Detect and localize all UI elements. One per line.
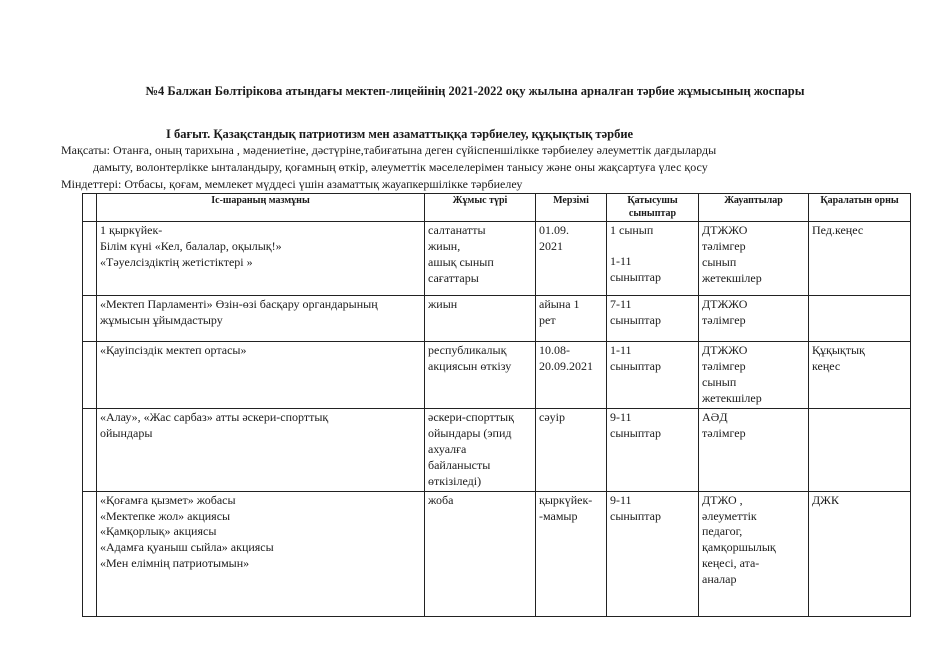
cell-text: сынып: [702, 374, 737, 389]
participants-cell: [607, 408, 699, 491]
cell-text: 20.09.2021: [539, 358, 593, 373]
cell-text: Пед.кеңес: [812, 223, 864, 237]
review-cell: [809, 222, 911, 296]
cell-text: ДТЖО ,: [702, 492, 743, 507]
cell-text: рет: [539, 312, 556, 327]
cell-text: жоба: [428, 492, 454, 507]
cell-text: тәлімгер: [702, 238, 746, 253]
cell-text: «Мектепке жол» акциясы: [100, 508, 231, 523]
review-cell: [809, 491, 911, 616]
plan-table: [82, 193, 911, 617]
type-cell: [425, 222, 536, 296]
table-row: [83, 491, 911, 616]
row-number-cell: [83, 408, 97, 491]
cell-text: Білім күні «Кел, балалар, оқылық!»: [100, 238, 282, 253]
section-title: I бағыт. Қазақстандық патриотизм мен азаматтыққа тәрбиелеу, құқықтық тәрбие: [166, 127, 634, 141]
header-type: Жұмыс түрі: [425, 194, 536, 222]
cell-text: ДТЖЖО: [702, 343, 748, 357]
cell-text: 1 қыркүйек-: [100, 223, 163, 237]
cell-text: 9-11: [610, 409, 632, 424]
cell-text: тәлімгер: [702, 312, 746, 327]
cell-text: 01.09.: [539, 223, 569, 237]
responsible-cell: [699, 408, 809, 491]
cell-text: өткізіледі): [428, 473, 482, 488]
type-cell: [425, 296, 536, 342]
cell-text: ДЖК: [812, 492, 839, 507]
cell-text: «Қоғамға қызмет» жобасы: [100, 492, 236, 507]
tasks-line: Міндеттері: Отбасы, қоғам, мемлекет мүддесі үшін азаматтық жауапкершілікке тәрбиелеу: [61, 177, 523, 191]
cell-text: «Қауіпсіздік мектеп ортасы»: [100, 343, 247, 357]
participants-cell: [607, 222, 699, 296]
cell-text: 10.08-: [539, 343, 570, 357]
cell-text: сыныптар: [610, 425, 662, 440]
cell-text: жетекшілер: [702, 270, 762, 285]
participants-cell: [607, 342, 699, 409]
responsible-cell: [699, 222, 809, 296]
header-content: Іс-шараның мазмұны: [97, 194, 425, 222]
row-number-cell: [83, 296, 97, 342]
header-number: [83, 194, 97, 222]
cell-text: айына 1: [539, 297, 580, 311]
table-row: [83, 408, 911, 491]
cell-text: -мамыр: [539, 508, 578, 523]
cell-text: ДТЖЖО: [702, 297, 748, 311]
cell-text: педагог,: [702, 524, 743, 539]
review-cell: [809, 342, 911, 409]
cell-text: ДТЖЖО: [702, 223, 748, 237]
date-cell: [536, 222, 607, 296]
type-cell: [425, 342, 536, 409]
content-cell: [97, 491, 425, 616]
cell-text: 2021: [539, 238, 563, 253]
cell-text: «Алау», «Жас сарбаз» атты әскери-спорттық: [100, 409, 329, 424]
content-cell: [97, 342, 425, 409]
content-cell: [97, 408, 425, 491]
cell-text: жиын,: [428, 238, 461, 253]
row-number-cell: [83, 342, 97, 409]
cell-text: 9-11: [610, 492, 632, 507]
cell-text: 1 сынып: [610, 223, 654, 237]
row-number-cell: [83, 222, 97, 296]
cell-text: тәлімгер: [702, 358, 746, 373]
cell-text: аналар: [702, 572, 737, 587]
type-cell: [425, 408, 536, 491]
cell-text: сыныптар: [610, 312, 662, 327]
cell-text: акциясын өткізу: [428, 358, 512, 373]
table-header-row: [83, 194, 911, 222]
header-participants: Қатысушы сыныптар: [607, 194, 699, 222]
cell-text: 7-11: [610, 297, 632, 311]
cell-text: сәуір: [539, 409, 565, 424]
responsible-cell: [699, 491, 809, 616]
content-cell: [97, 296, 425, 342]
cell-text: ойындары (эпид: [428, 425, 512, 440]
cell-text: Құқықтық: [812, 343, 865, 357]
date-cell: [536, 296, 607, 342]
content-cell: [97, 222, 425, 296]
goal-line-1: Мақсаты: Отанға, оның тарихына , мәдениетіне, дәстүріне,табиғатына деген сүйіспеншілікке тәрбиелеу әлеуметтік дағдыларды: [61, 143, 717, 157]
cell-text: ахуалға: [428, 441, 467, 456]
participants-cell: [607, 491, 699, 616]
cell-text: 1-11: [610, 343, 632, 357]
cell-text: әскери-спорттық: [428, 409, 514, 424]
cell-text: қыркүйек-: [539, 492, 593, 507]
review-cell: [809, 296, 911, 342]
cell-text: кеңесі, ата-: [702, 556, 760, 571]
cell-text: 1-11: [610, 253, 632, 268]
cell-text: республикалық: [428, 343, 507, 357]
cell-text: жетекшілер: [702, 390, 762, 405]
header-review: Қаралатын орны: [809, 194, 911, 222]
responsible-cell: [699, 342, 809, 409]
document-title: №4 Балжан Бөлтірікова атындағы мектеп-лицейінің 2021-2022 оқу жылына арналған тәрбие жұмысының жоспары: [145, 84, 805, 98]
cell-text: «Мен елімнің патриотымын»: [100, 556, 250, 571]
goal-line-2: дамыту, волонтерлікке ынталандыру, қоғамның өткір, әлеуметтік мәселелерімен танысу және оны жақсартуға үлес қосу: [93, 160, 708, 174]
date-cell: [536, 342, 607, 409]
cell-text: сыныптар: [610, 269, 662, 284]
cell-text: «Адамға қуаныш сыйла» акциясы: [100, 540, 274, 555]
cell-text: жұмысын ұйымдастыру: [100, 312, 223, 327]
table-row: [83, 296, 911, 342]
participants-cell: [607, 296, 699, 342]
date-cell: [536, 408, 607, 491]
row-number-cell: [83, 491, 97, 616]
cell-text: қамқоршылық: [702, 540, 776, 555]
cell-text: сынып: [702, 254, 737, 269]
cell-text: АӘД: [702, 409, 728, 424]
cell-text: ашық сынып: [428, 254, 494, 269]
cell-text: әлеуметтік: [702, 508, 757, 523]
cell-text: сыныптар: [610, 508, 662, 523]
responsible-cell: [699, 296, 809, 342]
cell-text: «Тәуелсіздіктің жетістіктері »: [100, 254, 253, 269]
cell-text: кеңес: [812, 358, 841, 373]
type-cell: [425, 491, 536, 616]
cell-text: «Қамқорлық» акциясы: [100, 524, 217, 539]
cell-text: «Мектеп Парламенті» Өзін-өзі басқару органдарының: [100, 297, 378, 311]
table-row: [83, 342, 911, 409]
cell-text: ойындары: [100, 425, 153, 440]
cell-text: тәлімгер: [702, 425, 746, 440]
date-cell: [536, 491, 607, 616]
cell-text: жиын: [428, 297, 458, 311]
review-cell: [809, 408, 911, 491]
cell-text: сыныптар: [610, 358, 662, 373]
table-row: [83, 222, 911, 296]
cell-text: байланысты: [428, 457, 491, 472]
cell-text: салтанатты: [428, 223, 486, 237]
header-date: Мерзімі: [536, 194, 607, 222]
cell-text: сағаттары: [428, 270, 479, 285]
header-responsible: Жауаптылар: [699, 194, 809, 222]
